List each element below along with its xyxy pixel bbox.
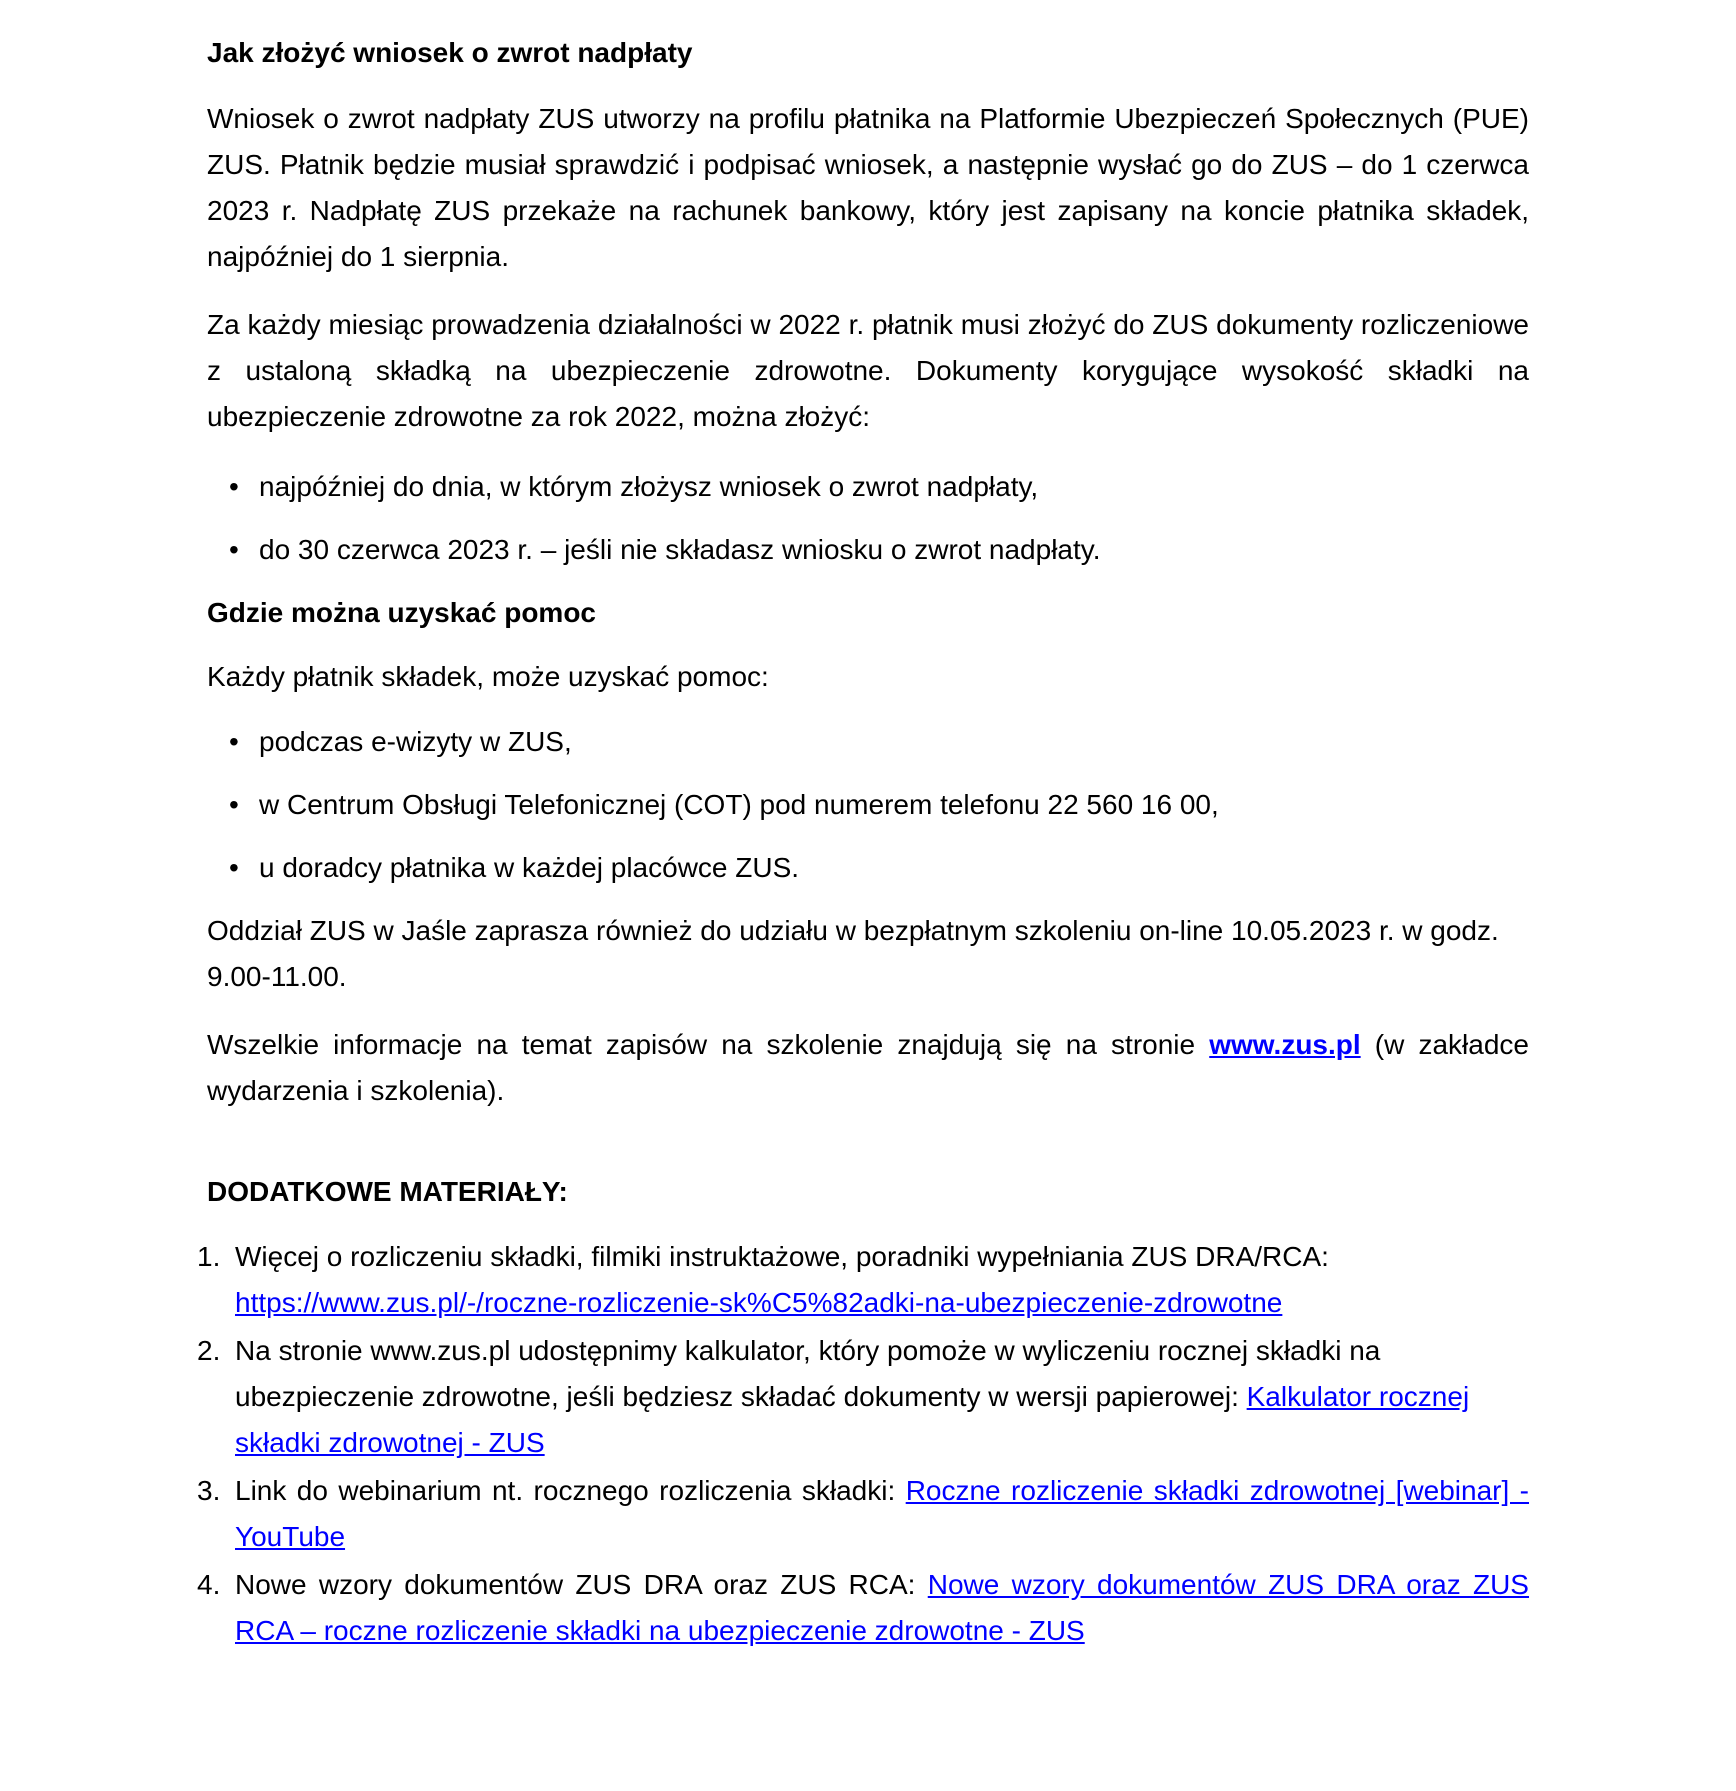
material-link-settlement-page[interactable]: https://www.zus.pl/-/roczne-rozliczenie-sk%C5%82adki-na-ubezpieczenie-zdrowotne	[235, 1287, 1283, 1318]
paragraph-text: Wszelkie informacje na temat zapisów na szkolenie znajdują się na stronie	[207, 1029, 1210, 1060]
heading-additional-materials: DODATKOWE MATERIAŁY:	[207, 1176, 568, 1207]
list-item: • u doradcy płatnika w każdej placówce ZUS.	[207, 845, 1529, 891]
list-item: • podczas e-wizyty w ZUS,	[207, 719, 1529, 765]
item-text: Więcej o rozliczeniu składki, filmiki instruktażowe, poradniki wypełniania ZUS DRA/RCA:	[235, 1241, 1329, 1272]
zus-website-link[interactable]: www.zus.pl	[1209, 1029, 1361, 1060]
list-item: • najpóźniej do dnia, w którym złożysz wniosek o zwrot nadpłaty,	[207, 464, 1529, 510]
paragraph-refund-request: Wniosek o zwrot nadpłaty ZUS utworzy na profilu płatnika na Platformie Ubezpieczeń Społecznych (PUE) ZUS. Płatnik będzie musiał sprawdzić i podpisać wniosek, a następnie wysłać go do ZUS – do 1 czerwca 2023 r. Nadpłatę ZUS przekaże na rachunek bankowy, który jest zapisany na koncie płatnika składek, najpóźniej do 1 sierpnia.	[207, 103, 1529, 272]
item-text: Na stronie www.zus.pl udostępnimy kalkulator, który pomoże w wyliczeniu rocznej składki na ubezpieczenie zdrowotne, jeśli będziesz składać dokumenty w wersji papierowej:	[235, 1335, 1381, 1412]
item-number: 3.	[197, 1475, 221, 1506]
list-item: • w Centrum Obsługi Telefonicznej (COT) pod numerem telefonu 22 560 16 00,	[207, 782, 1529, 828]
paragraph-help-intro: Każdy płatnik składek, może uzyskać pomoc:	[207, 661, 769, 692]
deadline-bullet-list	[207, 464, 1529, 573]
list-item: • do 30 czerwca 2023 r. – jeśli nie składasz wniosku o zwrot nadpłaty.	[207, 527, 1529, 573]
heading-where-to-get-help: Gdzie można uzyskać pomoc	[207, 597, 596, 628]
item-text: Link do webinarium nt. rocznego rozliczenia składki:	[235, 1475, 906, 1506]
paragraph-monthly-settlement: Za każdy miesiąc prowadzenia działalności w 2022 r. płatnik musi złożyć do ZUS dokumenty rozliczeniowe z ustaloną składką na ubezpieczenie zdrowotne. Dokumenty korygujące wysokość składki na ubezpieczenie zdrowotne za rok 2022, można złożyć:	[207, 309, 1529, 432]
item-text: Nowe wzory dokumentów ZUS DRA oraz ZUS RCA:	[235, 1569, 928, 1600]
list-item	[197, 1328, 1529, 1466]
material-link-calculator[interactable]: Kalkulator rocznej składki zdrowotnej - ZUS	[235, 1381, 1470, 1458]
list-item	[197, 1234, 1529, 1326]
list-item	[197, 1562, 1529, 1654]
list-item	[197, 1468, 1530, 1560]
heading-how-to-submit: Jak złożyć wniosek o zwrot nadpłaty	[207, 37, 693, 68]
paragraph-training-info	[207, 1022, 1529, 1114]
help-bullet-list	[207, 719, 1529, 891]
item-number: 4.	[197, 1569, 221, 1600]
material-link-webinar[interactable]: Roczne rozliczenie składki zdrowotnej [webinar] - YouTube	[235, 1475, 1530, 1552]
material-link-new-templates[interactable]: Nowe wzory dokumentów ZUS DRA oraz ZUS RCA – roczne rozliczenie składki na ubezpieczenie zdrowotne - ZUS	[235, 1569, 1529, 1646]
materials-numbered-list	[197, 1234, 1530, 1654]
item-number: 2.	[197, 1335, 221, 1366]
paragraph-text: (w zakładce wydarzenia i szkolenia).	[207, 1029, 1529, 1106]
item-number: 1.	[197, 1241, 221, 1272]
paragraph-training-invitation: Oddział ZUS w Jaśle zaprasza również do udziału w bezpłatnym szkoleniu on-line 10.05.2023 r. w godz. 9.00-11.00.	[207, 915, 1499, 992]
